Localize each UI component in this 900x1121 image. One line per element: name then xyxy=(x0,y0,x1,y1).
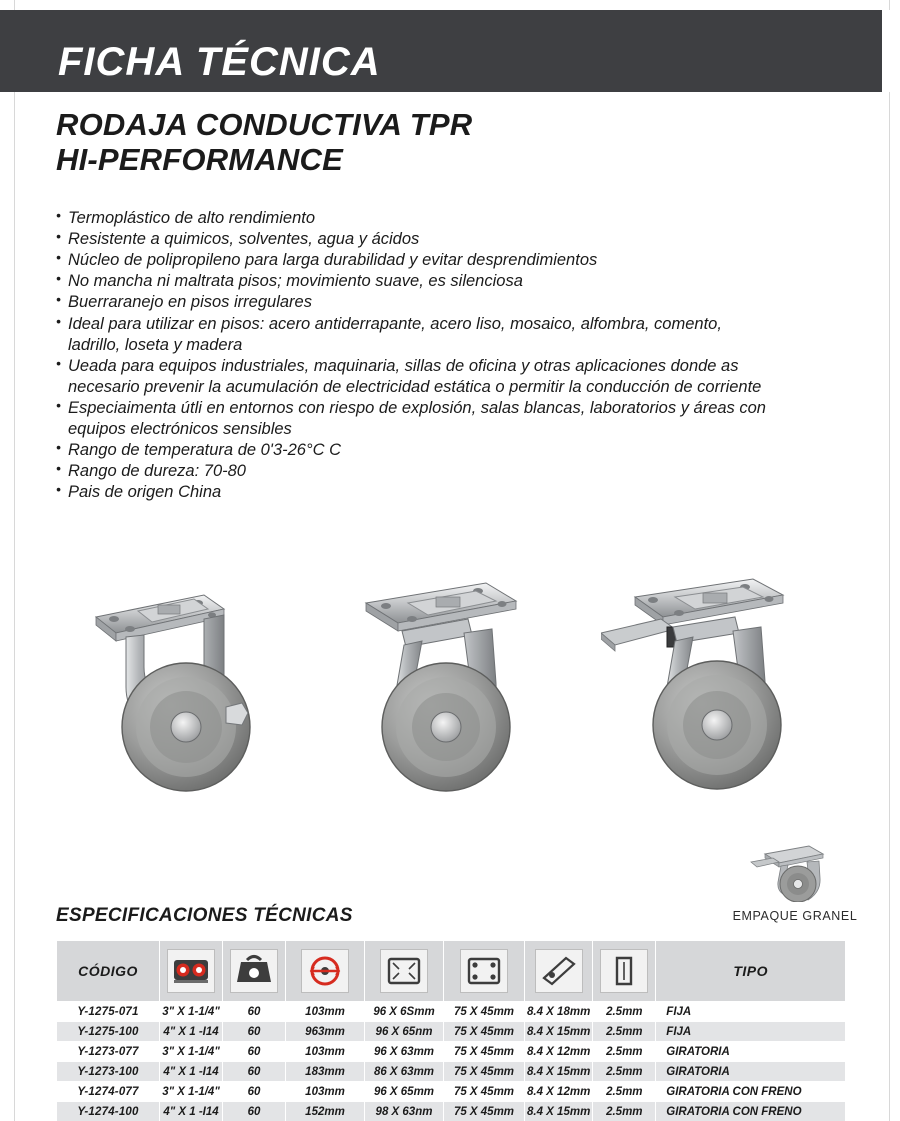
cell-diameter: 103mm xyxy=(286,1042,365,1062)
feature-text: Resistente a quimicos, solventes, agua y ácidos xyxy=(68,230,420,249)
list-item xyxy=(56,208,776,229)
table-header-row xyxy=(57,941,846,1002)
cell-tipo: GIRATORIA CON FRENO xyxy=(656,1082,846,1102)
cell-height: 2.5mm xyxy=(593,1062,656,1082)
feature-text: No mancha ni maltrata pisos; movimiento suave, es silenciosa xyxy=(68,272,523,291)
cell-size: 4" X 1 -I14 xyxy=(160,1062,223,1082)
column-header-plate-size xyxy=(365,941,444,1002)
list-item xyxy=(56,461,776,482)
cell-capacity: 60 xyxy=(223,1042,286,1062)
mounting-height-icon xyxy=(600,949,648,993)
cell-codigo: Y-1274-077 xyxy=(57,1082,160,1102)
cell-size: 4" X 1 -I14 xyxy=(160,1022,223,1042)
wheel-diameter-icon xyxy=(301,949,349,993)
cell-tipo: GIRATORIA xyxy=(656,1042,846,1062)
list-item xyxy=(56,229,776,250)
cell-plate: 96 X 65nm xyxy=(365,1022,444,1042)
cell-tipo: FIJA xyxy=(656,1022,846,1042)
caster-swivel-brake-image xyxy=(601,575,851,830)
list-item xyxy=(56,292,776,313)
table-row xyxy=(57,1042,846,1062)
list-item xyxy=(56,271,776,292)
cell-plate: 96 X 63mm xyxy=(365,1042,444,1062)
column-header-bolt-pattern xyxy=(444,941,525,1002)
table-row xyxy=(57,1082,846,1102)
column-header-load-capacity xyxy=(160,941,223,1002)
cell-height: 2.5mm xyxy=(593,1102,656,1121)
cell-diameter: 103mm xyxy=(286,1082,365,1102)
cell-height: 2.5mm xyxy=(593,1042,656,1062)
feature-text: Pais de origen China xyxy=(68,483,222,502)
column-header-tipo: TIPO xyxy=(656,941,846,1002)
cell-bolt-pattern: 75 X 45mm xyxy=(444,1002,525,1022)
cell-plate: 86 X 63mm xyxy=(365,1062,444,1082)
feature-text: Buerraranejo en pisos irregulares xyxy=(68,293,312,312)
cell-bolt-hole: 8.4 X 12mm xyxy=(525,1042,593,1062)
cell-plate: 96 X 65mm xyxy=(365,1082,444,1102)
specs-table-body xyxy=(57,1002,846,1121)
page-border-right xyxy=(889,0,890,1121)
cell-size: 3" X 1-1/4" xyxy=(160,1082,223,1102)
table-row xyxy=(57,1062,846,1082)
bulk-pack-caster-icon xyxy=(747,840,843,902)
table-row xyxy=(57,1022,846,1042)
cell-capacity: 60 xyxy=(223,1062,286,1082)
cell-capacity: 60 xyxy=(223,1002,286,1022)
cell-height: 2.5mm xyxy=(593,1002,656,1022)
caster-swivel-image xyxy=(346,575,596,830)
product-image-row xyxy=(56,575,846,835)
cell-bolt-pattern: 75 X 45mm xyxy=(444,1042,525,1062)
column-header-wheel-diameter xyxy=(286,941,365,1002)
load-capacity-icon xyxy=(167,949,215,993)
product-title xyxy=(56,108,756,177)
bulk-pack-block xyxy=(730,840,860,923)
cell-size: 3" X 1-1/4" xyxy=(160,1042,223,1062)
list-item xyxy=(56,398,776,440)
cell-codigo: Y-1275-071 xyxy=(57,1002,160,1022)
column-header-wheel-weight xyxy=(223,941,286,1002)
cell-tipo: GIRATORIA xyxy=(656,1062,846,1082)
feature-list xyxy=(56,208,776,504)
list-item xyxy=(56,314,776,356)
page-border-left xyxy=(14,0,15,1121)
feature-text: Termoplástico de alto rendimiento xyxy=(68,209,316,227)
specs-table xyxy=(56,940,846,1121)
feature-text: Ideal para utilizar en pisos: acero antiderrapante, acero liso, mosaico, alfombra, comento, ladrillo, loseta y madera xyxy=(68,314,722,354)
specs-title: ESPECIFICACIONES TÉCNICAS xyxy=(56,905,353,926)
cell-bolt-hole: 8.4 X 15mm xyxy=(525,1022,593,1042)
list-item xyxy=(56,356,776,398)
cell-diameter: 183mm xyxy=(286,1062,365,1082)
cell-height: 2.5mm xyxy=(593,1082,656,1102)
cell-codigo: Y-1275-100 xyxy=(57,1022,160,1042)
caster-fixed-image xyxy=(86,575,336,830)
cell-bolt-hole: 8.4 X 15mm xyxy=(525,1102,593,1121)
header-band xyxy=(0,10,900,92)
table-row xyxy=(57,1002,846,1022)
cell-bolt-hole: 8.4 X 15mm xyxy=(525,1062,593,1082)
cell-bolt-pattern: 75 X 45mm xyxy=(444,1022,525,1042)
cell-plate: 96 X 6Smm xyxy=(365,1002,444,1022)
feature-text: Ueada para equipos industriales, maquinaria, sillas de oficina y otras aplicaciones donde as necesario prevenir la acumulación de electricidad estática o permitir la conducción de corriente xyxy=(68,356,762,396)
cell-height: 2.5mm xyxy=(593,1022,656,1042)
bolt-hole-icon xyxy=(535,949,583,993)
cell-bolt-hole: 8.4 X 12mm xyxy=(525,1082,593,1102)
cell-capacity: 60 xyxy=(223,1102,286,1121)
feature-text: Núcleo de polipropileno para larga durabilidad y evitar desprendimientos xyxy=(68,251,598,270)
page-title: FICHA TÉCNICA xyxy=(58,40,381,84)
cell-capacity: 60 xyxy=(223,1022,286,1042)
cell-capacity: 60 xyxy=(223,1082,286,1102)
cell-tipo: GIRATORIA CON FRENO xyxy=(656,1102,846,1121)
cell-bolt-pattern: 75 X 45mm xyxy=(444,1102,525,1121)
column-header-codigo: CÓDIGO xyxy=(57,941,160,1002)
cell-codigo: Y-1273-100 xyxy=(57,1062,160,1082)
cell-diameter: 963mm xyxy=(286,1022,365,1042)
wheel-weight-icon xyxy=(230,949,278,993)
column-header-mounting-height xyxy=(593,941,656,1002)
bulk-pack-label: EMPAQUE GRANEL xyxy=(732,909,858,923)
feature-text: Especiaimenta útli en entornos con riespo de explosión, salas blancas, laboratorios y áreas con equipos electrónicos sensibles xyxy=(68,398,766,439)
feature-text: Rango de temperatura de 0'3-26°C C xyxy=(68,441,341,460)
cell-size: 4" X 1 -I14 xyxy=(160,1102,223,1121)
product-title-line2: HI-PERFORMANCE xyxy=(56,141,343,177)
cell-bolt-hole: 8.4 X 18mm xyxy=(525,1002,593,1022)
column-header-bolt-hole xyxy=(525,941,593,1002)
cell-codigo: Y-1273-077 xyxy=(57,1042,160,1062)
product-title-line1: RODAJA CONDUCTIVA TPR xyxy=(56,107,473,142)
bolt-pattern-icon xyxy=(460,949,508,993)
cell-plate: 98 X 63nm xyxy=(365,1102,444,1121)
cell-size: 3" X 1-1/4" xyxy=(160,1002,223,1022)
cell-codigo: Y-1274-100 xyxy=(57,1102,160,1121)
cell-bolt-pattern: 75 X 45mm xyxy=(444,1062,525,1082)
cell-diameter: 103mm xyxy=(286,1002,365,1022)
list-item xyxy=(56,482,776,503)
plate-size-icon xyxy=(380,949,428,993)
cell-bolt-pattern: 75 X 45mm xyxy=(444,1082,525,1102)
list-item xyxy=(56,250,776,271)
table-row xyxy=(57,1102,846,1121)
cell-tipo: FIJA xyxy=(656,1002,846,1022)
feature-text: Rango de dureza: 70-80 xyxy=(68,462,246,481)
list-item xyxy=(56,440,776,461)
cell-diameter: 152mm xyxy=(286,1102,365,1121)
